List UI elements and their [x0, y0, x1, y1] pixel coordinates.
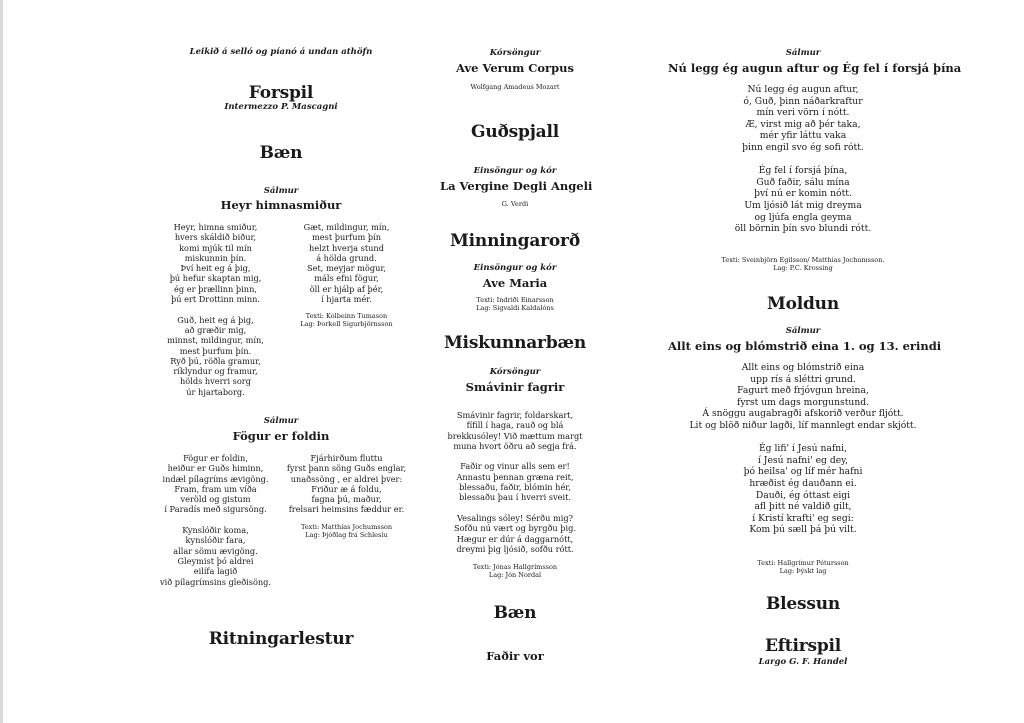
verse-line: heiður er Guðs himinn,: [167, 463, 264, 474]
hymn-title: Heyr himnasmiður: [220, 198, 342, 212]
verse-line: Ryð þú, röðla gramur,: [170, 355, 261, 366]
hymn-verses: [668, 84, 938, 235]
piece-verses: [440, 410, 590, 554]
page-edge: [0, 0, 3, 723]
hymn-title: Nú legg ég augun aftur og Ég fel í forsjá þína: [668, 61, 962, 75]
hymn-verses: [150, 222, 412, 397]
verse-line: Vesalings sóley! Sérðu mig?: [457, 512, 573, 523]
verse-line: Annastu þennan græna reit,: [456, 471, 574, 482]
verse-line: Ég lifi' í Jesú nafni,: [758, 443, 848, 455]
verse-line: Friður æ á foldu,: [311, 483, 382, 494]
verse-line: þú hefur skaptan mig,: [169, 273, 262, 284]
verse-line: allar sömu ævigöng.: [173, 545, 258, 556]
piece-title: Smávinir fagrir: [465, 380, 565, 394]
verse-line: fyrst um dags morgunstund.: [736, 396, 870, 408]
verse-line: Smávinir fagrir, foldarskart,: [456, 410, 574, 420]
verse-line: upp rís á sléttri grund.: [750, 373, 856, 385]
verse-line: komi mjúk til mín: [179, 242, 252, 253]
verse-line: í Jesú nafni' eg dey,: [757, 454, 849, 466]
hymn-credit: [281, 312, 412, 328]
verse-line: Ég fel í forsjá þína,: [758, 165, 848, 177]
verse-line: kynslóðir fara,: [185, 535, 246, 546]
verse-line: að græðir mig,: [184, 324, 247, 335]
verse-line: Fjárhirðum fluttu: [310, 453, 383, 463]
verse-line: hölds hverri sorg: [180, 376, 251, 387]
verse-line: mín veri vörn í nótt.: [756, 107, 850, 119]
verse-line: máls efni fögur,: [314, 273, 379, 284]
credit-melody: Lag: Jón Nordal: [488, 571, 542, 579]
verse-line: afl þitt né valdið gilt,: [754, 501, 852, 513]
verse-line: Fagurt með frjóvgun hreina,: [737, 385, 869, 397]
baen-heading: Bæn: [259, 143, 303, 163]
verse-line: unaðssöng , er aldrei þver:: [290, 473, 403, 484]
credit-melody: Lag: P.C. Krossing: [773, 264, 833, 272]
verse-line: við pílagrímsins gleðisöng.: [159, 576, 272, 587]
verse-line: Fögur er foldin,: [183, 453, 248, 463]
korsongur-label: Kórsöngur: [489, 367, 541, 377]
einsongur-label: Einsöngur og kór: [473, 263, 557, 273]
verse-column-left: [150, 222, 281, 397]
verse-line: ríklyndur og framur,: [173, 366, 258, 377]
verse-line: Dauði, ég óttast eigi: [755, 489, 851, 501]
hymn-credit: [281, 523, 412, 539]
verse-line: Lit og blöð niður lagði, líf mannlegt endar skjótt.: [689, 419, 917, 431]
verse-line: Því heit eg á þig,: [180, 263, 251, 274]
verse-line: Á snöggu augabragði afskorið verður fljótt.: [702, 408, 904, 420]
verse-line: á hölda grund.: [316, 252, 377, 263]
fadir-vor-heading: Faðir vor: [486, 649, 544, 663]
moldun-heading: Moldun: [766, 294, 840, 314]
verse-line: Gæt, mildingur, mín,: [303, 222, 390, 232]
hymn-title: Allt eins og blómstrið eina 1. og 13. erindi: [668, 339, 942, 353]
verse-gap: [150, 515, 281, 525]
verse-line: Nú legg ég augun aftur,: [747, 84, 859, 95]
verse-line: þinn engil svo ég sofi rótt.: [742, 141, 864, 153]
korsongur-label: Kórsöngur: [489, 48, 541, 58]
salmur-label: Sálmur: [263, 416, 299, 426]
verse-line: mest þurfum þín: [312, 232, 381, 243]
verse-gap: [668, 432, 938, 444]
verse-line: Æ, virst mig að þér taka,: [745, 118, 861, 130]
verse-line: veröld og gistum: [180, 494, 251, 505]
piece-title: Ave Verum Corpus: [456, 61, 574, 75]
credit-text: Texti: Hallgrímur Pétursson: [757, 559, 849, 567]
verse-line: þó heilsa' og líf mér hafni: [743, 466, 863, 478]
verse-line: ég er þrællinn þinn,: [174, 283, 257, 294]
verse-line: Hægur er dúr á daggarnótt,: [456, 533, 574, 544]
salmur-label: Sálmur: [263, 186, 299, 196]
verse-gap: [440, 451, 590, 461]
verse-line: Heyr, himna smiður,: [173, 222, 258, 232]
verse-column-right: [281, 222, 412, 397]
verse-line: Guð faðir, sálu mína: [756, 176, 850, 188]
credit-text: Texti: Matthías Jochumsson: [300, 522, 393, 531]
blessun-heading: Blessun: [765, 594, 841, 614]
verse-line: fífill í haga, rauð og blá: [466, 420, 564, 431]
verse-column-right: [281, 453, 412, 587]
verse-line: ó, Guð, þinn náðarkraftur: [743, 95, 863, 107]
piece-title: La Vergine Degli Angeli: [440, 179, 593, 193]
verse-line: Allt eins og blómstrið eina: [741, 362, 865, 373]
forspil-subtitle: Intermezzo P. Mascagni: [224, 102, 338, 112]
verse-line: öll er hjálp af þér,: [309, 283, 384, 294]
verse-column-left: [150, 453, 281, 587]
piece-credit: [440, 296, 590, 312]
verse-line: Set, meyjar mögur,: [307, 263, 386, 274]
gudspjall-heading: Guðspjall: [471, 122, 559, 142]
credit-text: Texti: Kolbeinn Tumason: [305, 312, 388, 321]
verse-gap: [150, 304, 281, 314]
minningarord-heading: Minningarorð: [450, 231, 580, 251]
hymn-credit: [668, 559, 938, 575]
verse-line: í Paradís með sigursöng.: [164, 504, 267, 515]
verse-line: Kynslóðir koma,: [182, 525, 249, 536]
intro-note: Leikið á selló og píanó á undan athöfn: [189, 47, 373, 57]
salmur-label: Sálmur: [785, 326, 821, 336]
composer-credit: G. Verdi: [501, 200, 529, 208]
verse-line: og ljúfa engla geyma: [754, 211, 852, 223]
verse-line: mér yfir láttu vaka: [759, 130, 847, 142]
credit-text: Texti: Indriði Einarsson: [476, 296, 554, 304]
verse-line: hvers skáldið biður,: [174, 232, 257, 243]
credit-melody: Lag: Þorkell Sigurbjörnsson: [300, 320, 393, 329]
verse-gap: [440, 503, 590, 513]
verse-line: frelsari heimsins fæddur er.: [288, 504, 405, 515]
salmur-label: Sálmur: [785, 48, 821, 58]
credit-text: Texti: Sveinbjörn Egilsson/ Matthías Jochumsson.: [721, 256, 885, 264]
verse-line: Guð, heit eg á þig,: [177, 314, 254, 325]
credit-text: Texti: Jónas Hallgrímsson: [472, 563, 558, 571]
verse-line: Gleymist þó aldrei: [177, 555, 254, 566]
verse-line: miskunnin þín.: [184, 252, 247, 263]
miskunnarbaen-heading: Miskunnarbæn: [443, 333, 587, 353]
verse-line: í hjarta mér.: [321, 294, 372, 305]
verse-line: í Kristí krafti' eg segi:: [752, 512, 854, 524]
forspil-heading: Forspil: [248, 83, 314, 103]
verse-line: blessaðu þau í hverri sveit.: [459, 492, 571, 503]
composer-credit: Wolfgang Amadeus Mozart: [470, 83, 560, 91]
eftirspil-heading: Eftirspil: [764, 636, 842, 656]
hymn-verses: [150, 453, 412, 587]
piece-title: Ave Maria: [482, 276, 548, 290]
verse-line: helzt hverja stund: [309, 242, 384, 253]
verse-line: minnst, mildingur, mín,: [167, 335, 264, 346]
verse-line: fagna þú, maður,: [311, 494, 382, 505]
credit-melody: Lag: Þjóðlag frá Schlesíu: [305, 530, 388, 539]
verse-line: Faðir og vinur alls sem er!: [460, 461, 570, 472]
verse-line: fyrst þann söng Guðs englar,: [286, 463, 407, 474]
verse-line: brekkusóley! Við mættum margt: [447, 430, 583, 441]
credit-melody: Lag: Þýskt lag: [779, 567, 827, 575]
verse-line: indæl pílagríms ævigöng.: [162, 473, 269, 484]
verse-line: hræðist ég dauðann ei.: [749, 477, 857, 489]
verse-line: úr hjartaborg.: [186, 386, 245, 397]
hymn-title: Fögur er foldin: [232, 429, 330, 443]
credit-melody: Lag: Sigvaldi Kaldalóns: [476, 304, 554, 312]
baen-heading: Bæn: [493, 603, 537, 623]
verse-line: Kom þú sæll þá þú vilt.: [749, 524, 857, 536]
piece-credit: [440, 563, 590, 579]
verse-line: muna hvort öðru að segja frá.: [453, 440, 577, 451]
verse-line: því nú er komin nótt.: [754, 188, 852, 200]
verse-line: Fram, fram um víða: [174, 483, 257, 494]
verse-line: mest þurfum þín.: [179, 345, 252, 356]
hymn-credit: [668, 256, 938, 272]
verse-line: öll börnin þín svo blundi rótt.: [734, 223, 872, 235]
einsongur-label: Einsöngur og kór: [473, 166, 557, 176]
verse-line: Sofðu nú vært og byrgðu þig.: [454, 523, 576, 534]
hymn-verses: [668, 362, 938, 536]
verse-line: dreymi þig ljósið, sofðu rótt.: [456, 543, 574, 554]
verse-line: blessaðu, faðir, blómin hér,: [459, 482, 571, 493]
ritningarlestur-heading: Ritningarlestur: [208, 629, 354, 649]
verse-line: þú ert Drottinn minn.: [170, 294, 261, 305]
verse-line: Um ljósið lát mig dreyma: [744, 199, 862, 211]
verse-line: eilífa lagið: [193, 566, 238, 577]
verse-gap: [668, 154, 938, 166]
eftirspil-subtitle: Largo G. F. Handel: [758, 657, 848, 667]
